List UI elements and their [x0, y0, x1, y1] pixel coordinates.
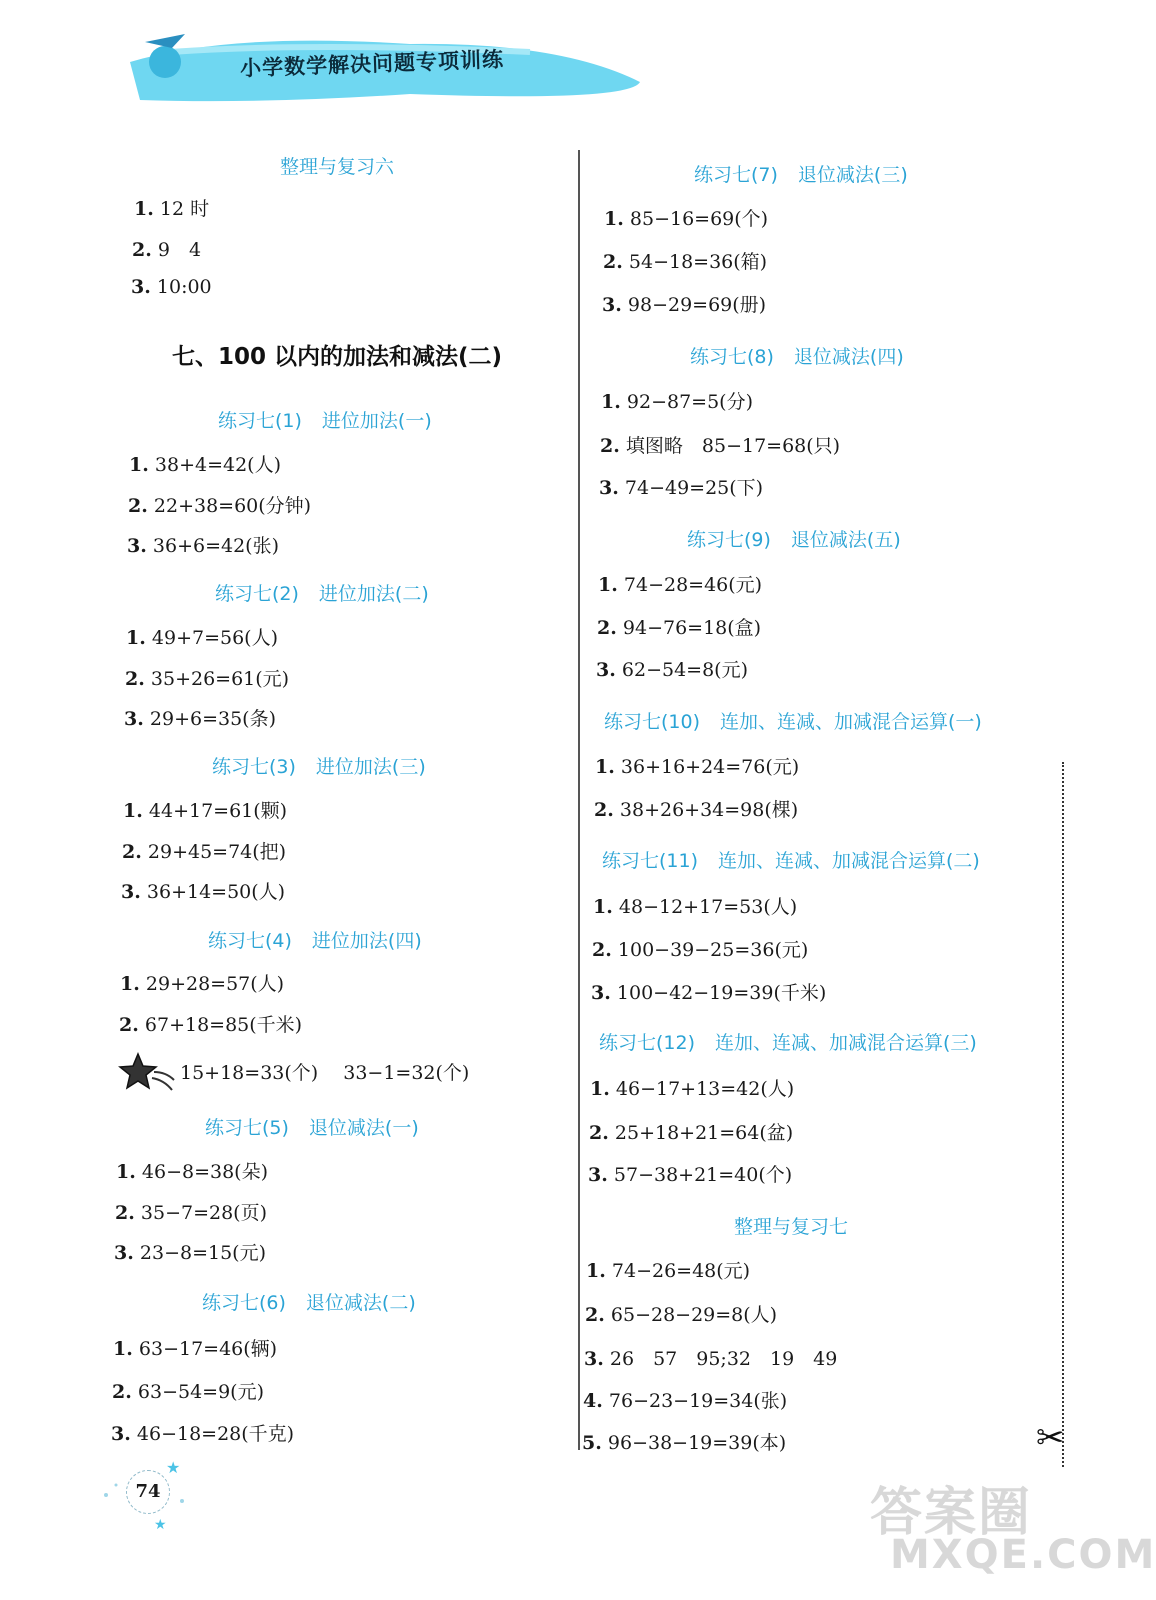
list-item: 2. 38+26+34=98(棵) [594, 799, 799, 821]
list-item: 1. 38+4=42(人) [129, 454, 281, 476]
list-item: 2. 29+45=74(把) [122, 841, 287, 863]
section-title: 练习七(3) 进位加法(三) [212, 756, 426, 778]
list-item: 2. 填图略 85−17=68(只) [600, 435, 841, 457]
list-item: 3. 62−54=8(元) [596, 659, 748, 681]
section-title: 练习七(9) 退位减法(五) [687, 529, 901, 551]
list-item: 1. 46−17+13=42(人) [590, 1078, 795, 1100]
section-title: 练习七(11) 连加、连减、加减混合运算(二) [602, 850, 980, 872]
list-item: 1. 74−26=48(元) [586, 1260, 751, 1282]
page-number: 74 [126, 1470, 170, 1514]
watermark-url: MXQE.COM [890, 1532, 1156, 1578]
list-item: 1. 49+7=56(人) [126, 627, 278, 649]
list-item: 1. 85−16=69(个) [604, 208, 769, 230]
watermark: 答案圈 [870, 1483, 1033, 1543]
list-item: 3. 98−29=69(册) [602, 294, 767, 316]
section-title: 练习七(10) 连加、连减、加减混合运算(一) [604, 711, 982, 733]
star-answer: 15+18=33(个) 33−1=32(个) [180, 1062, 470, 1084]
list-item: 5. 96−38−19=39(本) [582, 1432, 787, 1454]
chapter-title: 七、100 以内的加法和减法(二) [172, 344, 503, 370]
list-item: 2. 63−54=9(元) [112, 1381, 264, 1403]
list-item: 3. 10:00 [131, 276, 212, 298]
header-title: 小学数学解决问题专项训练 [239, 47, 505, 81]
section-title: 练习七(4) 进位加法(四) [208, 930, 422, 952]
list-item: 3. 100−42−19=39(千米) [591, 982, 827, 1004]
star-icon [116, 1050, 176, 1098]
list-item: 1. 36+16+24=76(元) [595, 756, 800, 778]
section-title: 练习七(6) 退位减法(二) [202, 1292, 416, 1314]
list-item: 3. 46−18=28(千克) [111, 1423, 295, 1445]
list-item: 3. 36+14=50(人) [121, 881, 286, 903]
section-title: 练习七(5) 退位减法(一) [205, 1117, 419, 1139]
list-item: 3. 23−8=15(元) [114, 1242, 266, 1264]
list-item: 1. 46−8=38(朵) [116, 1161, 268, 1183]
list-item: 1. 92−87=5(分) [601, 391, 753, 413]
list-item: 2. 35−7=28(页) [115, 1202, 267, 1224]
svg-text:★: ★ [166, 1458, 181, 1477]
list-item: 3. 74−49=25(下) [599, 477, 764, 499]
column-divider [578, 150, 580, 1450]
list-item: 3. 57−38+21=40(个) [588, 1164, 793, 1186]
list-item: 1. 63−17=46(辆) [113, 1338, 278, 1360]
list-item: 2. 54−18=36(箱) [603, 251, 768, 273]
list-item: 3. 26 57 95;32 19 49 [584, 1348, 838, 1370]
list-item: 2. 22+38=60(分钟) [128, 495, 312, 517]
scissors-icon: ✂ [1036, 1418, 1065, 1458]
list-item: 3. 29+6=35(条) [124, 708, 276, 730]
list-item: 1. 29+28=57(人) [120, 973, 285, 995]
list-item: 2. 67+18=85(千米) [119, 1014, 303, 1036]
review7-title: 整理与复习七 [734, 1216, 849, 1238]
list-item: 1. 12 时 [134, 198, 210, 220]
list-item: 4. 76−23−19=34(张) [583, 1390, 788, 1412]
section-title: 练习七(8) 退位减法(四) [690, 346, 904, 368]
list-item: 2. 100−39−25=36(元) [592, 939, 809, 961]
list-item: 2. 25+18+21=64(盆) [589, 1122, 794, 1144]
section-title: 练习七(7) 退位减法(三) [694, 164, 908, 186]
list-item: 1. 44+17=61(颗) [123, 800, 288, 822]
cut-line [1062, 762, 1064, 1467]
section-title: 练习七(1) 进位加法(一) [218, 410, 432, 432]
review6-title: 整理与复习六 [280, 156, 395, 178]
list-item: 2. 65−28−29=8(人) [585, 1304, 778, 1326]
list-item: 1. 48−12+17=53(人) [593, 896, 798, 918]
list-item: 1. 74−28=46(元) [598, 574, 763, 596]
section-title: 练习七(12) 连加、连减、加减混合运算(三) [599, 1032, 977, 1054]
section-title: 练习七(2) 进位加法(二) [215, 583, 429, 605]
svg-text:★: ★ [154, 1517, 167, 1533]
list-item: 2. 94−76=18(盒) [597, 617, 762, 639]
list-item: 2. 35+26=61(元) [125, 668, 290, 690]
list-item: 3. 36+6=42(张) [127, 535, 279, 557]
list-item: 2. 9 4 [132, 239, 202, 261]
